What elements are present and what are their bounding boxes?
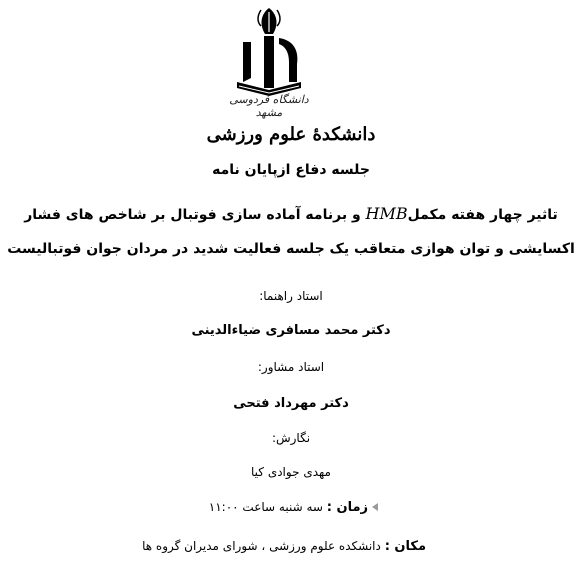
author-label: نگارش: (271, 431, 311, 445)
list-marker-icon (372, 503, 378, 511)
thesis-title-end: و برنامه آماده سازی فوتبال بر شاخص های فشار (24, 207, 361, 223)
time-value: سه شنبه ساعت ۱۱:۰۰ (208, 500, 323, 514)
thesis-title-start: تاثیر چهار هفته مکمل (407, 207, 558, 223)
time-label: زمان : (326, 500, 368, 515)
thesis-title-line-2: اکسایشی و توان هوازی متعاقب یک جلسه فعالیت شدید در مردان جوان فوتبالیست (7, 241, 575, 257)
time-row (209, 500, 368, 515)
place-row (142, 539, 426, 554)
session-title: جلسه دفاع ازپایان نامه (212, 162, 370, 178)
thesis-title-line-1 (0, 204, 582, 223)
advisor-label: استاد مشاور: (257, 360, 325, 374)
faculty-title: دانشکدۀ علوم ورزشی (206, 124, 376, 145)
supervisor-name: دکتر محمد مسافری ضیاءالدینی (191, 323, 391, 338)
place-label: مکان : (384, 539, 426, 554)
logo-caption: دانشگاه فردوسی مشهد (229, 93, 309, 119)
place-value: دانشکده علوم ورزشی ، شورای مدیران گروه ها (142, 539, 381, 553)
thesis-title-hmb: HMB (365, 204, 408, 223)
author-name: مهدی جوادی کیا (251, 465, 331, 479)
supervisor-label: استاد راهنما: (259, 289, 323, 303)
advisor-name: دکتر مهرداد فتحی (233, 396, 349, 411)
